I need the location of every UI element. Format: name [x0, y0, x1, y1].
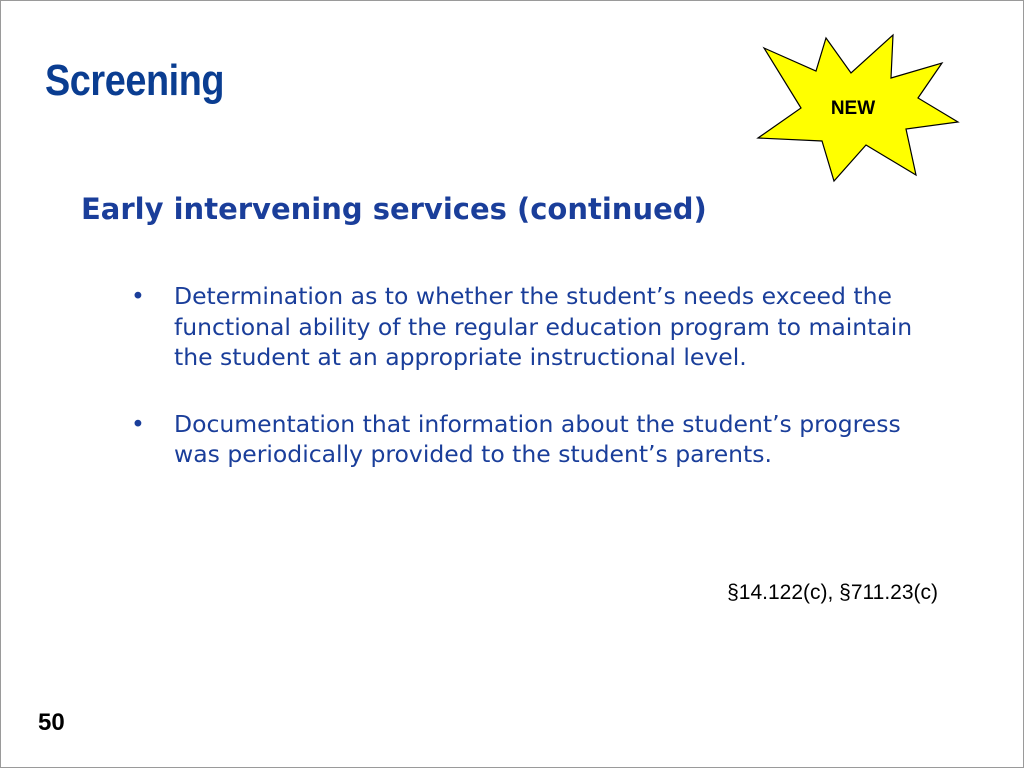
subheading: Early intervening services (continued)	[81, 192, 707, 226]
bullet-text: Documentation that information about the student’s progress was periodically provided to the student’s parents.	[174, 409, 901, 468]
bullet-marker: •	[131, 409, 145, 438]
bullet-item	[131, 281, 931, 373]
new-badge-label: NEW	[830, 98, 876, 119]
slide-title: Screening	[45, 56, 225, 105]
page-number: 50	[38, 709, 65, 736]
regulation-citation: §14.122(c), §711.23(c)	[727, 581, 938, 604]
bullet-text: Determination as to whether the student’s needs exceed the functional ability of the regular education program to maintain the student at an appropriate instructional level.	[174, 282, 913, 371]
bullet-marker: •	[131, 282, 145, 310]
bullet-list	[131, 281, 931, 506]
new-starburst-icon	[756, 33, 961, 185]
bullet-item	[131, 409, 931, 470]
